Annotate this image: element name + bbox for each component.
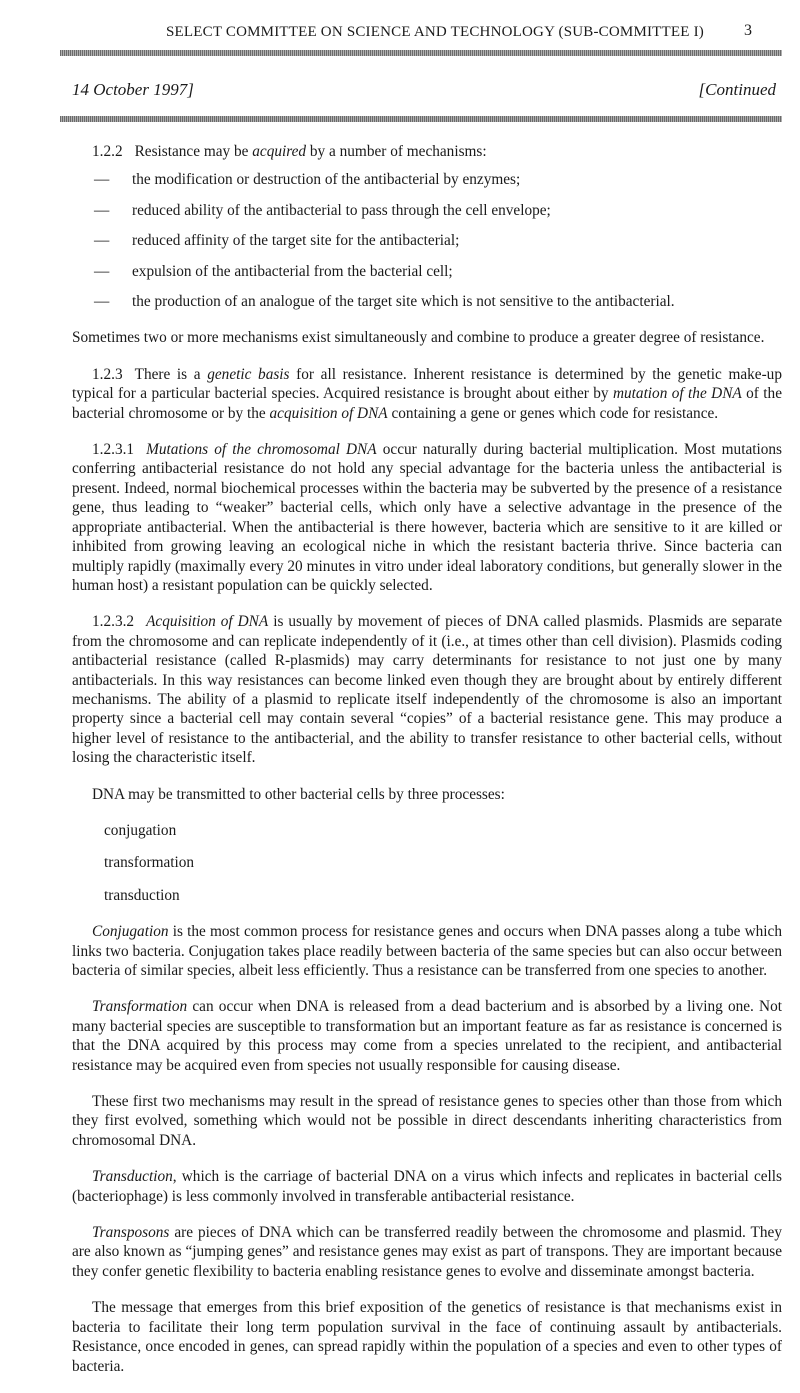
list-item-text: the modification or destruction of the antibacterial by enzymes; [132, 171, 521, 189]
section-number: 1.2.3.1 [92, 441, 135, 459]
paragraph-first-two-mechanisms: These first two mechanisms may result in the spread of resistance genes to species other than those from which they first evolved, something which would not be possible in direct descendants inheriting characteristics from chromosomal DNA. [72, 1093, 782, 1149]
dash-marker: — [94, 293, 110, 311]
dash-marker: — [94, 171, 110, 189]
emphasis: acquisition of DNA [269, 404, 388, 422]
emphasis: genetic basis [207, 365, 290, 383]
page-number: 3 [744, 22, 752, 39]
list-item [94, 292, 782, 311]
paragraph-conjugation [72, 922, 782, 980]
paragraph-message: The message that emerges from this brief exposition of the genetics of resistance is that mechanisms exist in bacteria to facilitate their long term population survival in the face of continuing assault by antibacterials. Resistance, once encoded in genes, can spread rapidly within the population of a species and even to other types of bacteria. [72, 1299, 782, 1375]
emphasis: mutation of the DNA [612, 385, 742, 403]
list-item: conjugation [104, 821, 177, 839]
list-item-text: reduced affinity of the target site for the antibacterial; [132, 232, 460, 250]
text-run: Resistance may be [134, 143, 253, 160]
text-run: by a number of mechanisms: [306, 143, 487, 160]
process-list [72, 821, 782, 905]
emphasis: acquired [252, 143, 307, 160]
text-run: can occur when DNA is released from a dead bacterium and is absorbed by a living one. Not many bacterial species are susceptible to transformation but an important feature as far as resistance is concerned is that the DNA acquired by this process may come from a species unrelated to the recipient, and antibacterial resistance may be acquired even from species not usually responsible for causing disease. [72, 998, 782, 1074]
emphasis: Conjugation [92, 923, 169, 941]
hearing-date: 14 October 1997] [72, 80, 194, 99]
list-item [94, 170, 782, 189]
list-item [94, 262, 782, 281]
list-item: transformation [104, 854, 195, 872]
emphasis: Mutations of the chromosomal DNA [146, 441, 377, 459]
dash-marker: — [94, 201, 110, 219]
emphasis: Transformation [92, 998, 188, 1016]
text-run: is the most common process for resistance genes and occurs when DNA passes along a tube which links two bacteria. Conjugation takes place readily between bacteria of the same species but can also occur between bacteria of similar species, albeit less efficiently. Thus a resistance can be transferred from one species to another. [72, 923, 782, 979]
running-title: SELECT COMMITTEE ON SCIENCE AND TECHNOLOGY (SUB-COMMITTEE I) [166, 24, 704, 40]
mechanism-list [72, 170, 782, 311]
dash-marker: — [94, 262, 110, 280]
list-item: transduction [104, 886, 180, 904]
emphasis: Transposons [92, 1224, 170, 1242]
text-run: There is a [134, 365, 208, 383]
paragraph-transmission-intro: DNA may be transmitted to other bacterial cells by three processes: [92, 785, 505, 803]
text-run: for all resistance. Inherent resistance is determined by the genetic make-up typical for a particular bacterial species. Acquired resistance is brought about either by [72, 365, 782, 403]
text-run: containing a gene or genes which code for resistance. [387, 404, 719, 422]
section-number: 1.2.3.2 [92, 613, 135, 631]
list-item [94, 231, 782, 250]
dash-marker: — [94, 232, 110, 250]
paragraph-1-2-3-2 [72, 612, 782, 767]
list-item-text: reduced ability of the antibacterial to pass through the cell envelope; [132, 201, 551, 219]
text-run: are pieces of DNA which can be transferred readily between the chromosome and plasmid. They are also known as “jumping genes” and resistance genes may exist as part of transpons. They are important because they confer genetic flexibility to bacteria enabling resistance genes to evolve and disseminate amongst bacteria. [72, 1224, 782, 1280]
emphasis: Transduction [92, 1168, 173, 1186]
list-item-text: the production of an analogue of the target site which is not sensitive to the antibacterial. [132, 293, 675, 311]
section-number: 1.2.2 [92, 143, 123, 160]
date-line [72, 80, 776, 100]
section-number: 1.2.3 [92, 365, 123, 383]
body-text [72, 142, 782, 1393]
text-run: occur naturally during bacterial multiplication. Most mutations conferring antibacterial resistance do not hold any special advantage for the bacteria unless the antibacterial is present. Indeed, normal biochemical processes within the bacteria may be subverted by the presence of a resistance gene, thus leading to “weaker” bacterial cells, which only have a selective advantage in the presence of the appropriate antibacterial. When the antibacterial is there however, bacteria which are sensitive to it are killed or inhibited from growing leaving an ecological niche in which the resistant bacteria thrive. Since bacteria can multiply rapidly (maximally every 20 minutes in vitro under ideal laboratory conditions, but generally slower in the human host) a resistant population can be quickly selected. [72, 441, 782, 594]
paragraph-1-2-3-1 [72, 440, 782, 595]
header-rule-top [60, 50, 782, 56]
text-run: of the bacterial chromosome or by the [72, 385, 782, 422]
paragraph-1-2-3 [72, 365, 782, 423]
list-item-text: expulsion of the antibacterial from the bacterial cell; [132, 262, 453, 280]
paragraph-transduction [72, 1167, 782, 1206]
paragraph-transformation [72, 997, 782, 1075]
emphasis: Acquisition of DNA [146, 613, 269, 631]
text-run: is usually by movement of pieces of DNA called plasmids. Plasmids are separate from the chromosome and can replicate independently of it (i.e., at times other than cell division). Plasmids coding antibacterial resistance (called R-plasmids) may carry determinants for resistance to not just one by many antibacterials. In this way resistances can become linked even though they are brought about by entirely different mechanisms. The ability of a plasmid to replicate itself independently of the chromosome is also an important property since a bacterial cell may contain several “copies” of a bacterial resistance gene. This may produce a higher level of resistance to the antibacterial, and the ability to transfer resistance to other bacterial cells, without losing the characteristic itself. [72, 613, 782, 767]
paragraph-transposons [72, 1223, 782, 1281]
text-run: , which is the carriage of bacterial DNA on a virus which infects and replicates in bacterial cells (bacteriophage) is less commonly involved in transferable antibacterial resistance. [72, 1168, 782, 1205]
header-rule-bottom [60, 116, 782, 122]
continued-label: [Continued [698, 80, 776, 99]
list-item [94, 201, 782, 220]
paragraph-mechanisms-combine: Sometimes two or more mechanisms exist simultaneously and combine to produce a greater degree of resistance. [72, 329, 765, 347]
paragraph-1-2-2 [72, 142, 782, 161]
